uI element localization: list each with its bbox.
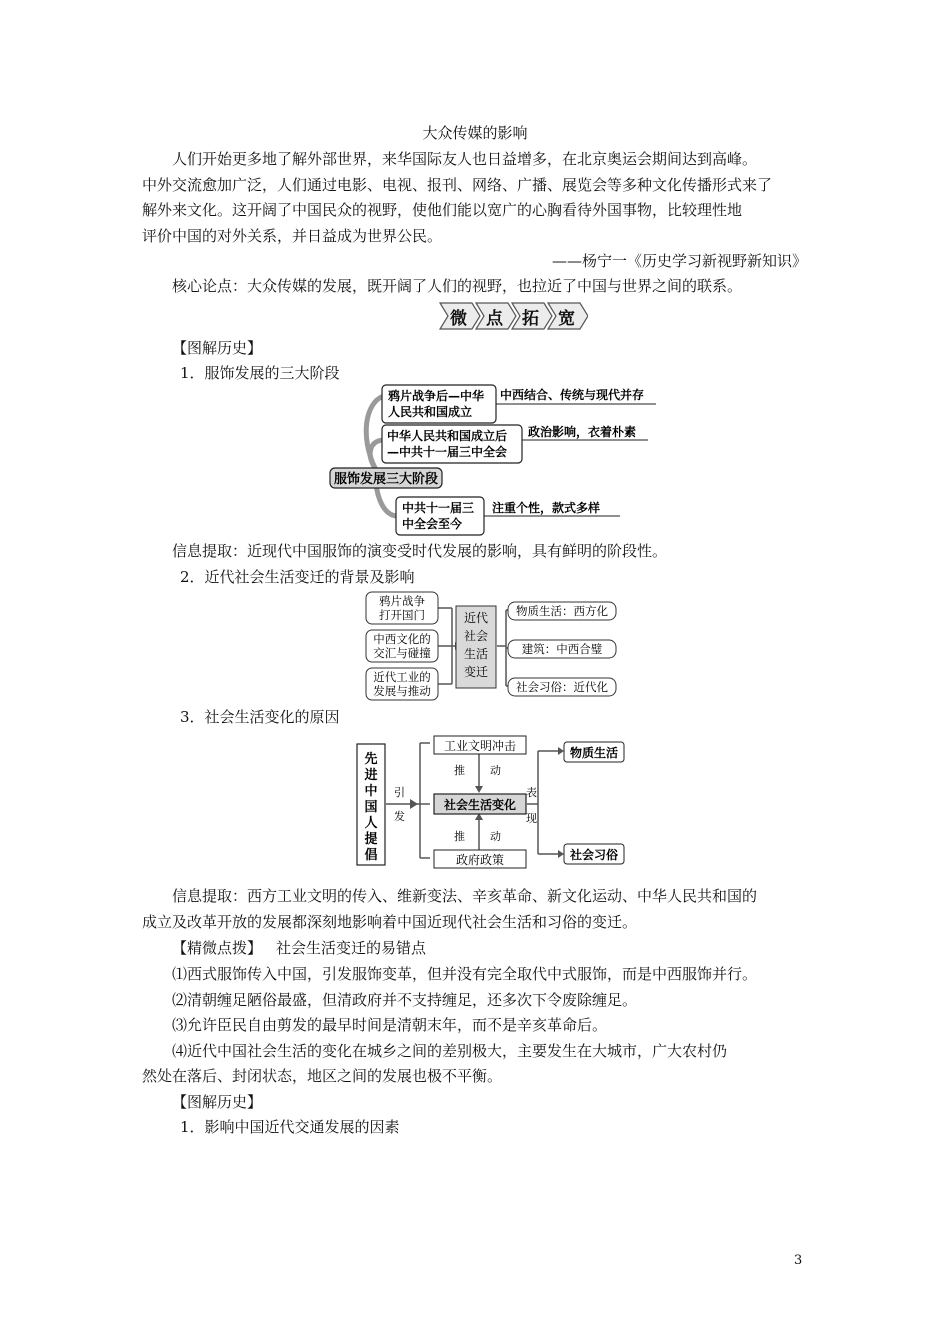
- tips-subject: 社会生活变迁的易错点: [276, 939, 427, 957]
- advocate-char: 提: [364, 832, 378, 847]
- factor-label: 工业文明冲击: [443, 739, 517, 753]
- manifest-label: 表: [526, 786, 537, 799]
- effect-label: 社会习俗：近代化: [516, 680, 608, 694]
- cause-line: 近代工业的: [373, 670, 431, 684]
- info-extract: 信息提取：西方工业文明的传入、维新变法、辛亥革命、新文化运动、中华人民共和国的: [172, 887, 758, 905]
- arrow-label: 发: [394, 810, 405, 823]
- arrow-label: 引: [394, 786, 405, 799]
- tip-item: 然处在落后、封闭状态，地区之间的发展也极不平衡。: [142, 1067, 503, 1085]
- clothing-mindmap: [320, 382, 670, 537]
- branch-line: 中华人民共和国成立后: [387, 429, 508, 443]
- advocate-char: 人: [364, 816, 378, 831]
- tip-item: ⑶允许臣民自由剪发的最早时间是清朝末年，而不是辛亥革命后。: [172, 1016, 608, 1034]
- banner-char: 微: [450, 309, 467, 329]
- center-char: 近代: [463, 611, 489, 625]
- section-heading: 【图解历史】: [172, 339, 263, 357]
- branch-line: 中共十一届三: [402, 501, 475, 515]
- branch-line: 人民共和国成立: [388, 405, 473, 419]
- branch-line: 中全会至今: [402, 517, 463, 531]
- passage-source: ——杨宁一《历史学习新视野新知识》: [551, 252, 807, 270]
- branch-note: 注重个性，款式多样: [492, 501, 601, 515]
- center-char: 社会: [463, 629, 489, 643]
- tip-item: ⑴西式服饰传入中国，引发服饰变革，但并没有完全取代中式服饰，而是中西服饰并行。: [172, 965, 758, 983]
- banner-char: 点: [486, 309, 503, 329]
- branch-line: —中共十一届三中全会: [387, 445, 508, 459]
- cause-line: 鸦片战争: [379, 594, 425, 608]
- result-label: 社会习俗: [569, 848, 619, 862]
- push-label: 动: [490, 830, 501, 843]
- info-extract: 信息提取：近现代中国服饰的演变受时代发展的影响，具有鲜明的阶段性。: [172, 542, 668, 560]
- center-label: 社会生活变化: [443, 798, 517, 812]
- page-number: 3: [794, 1253, 803, 1268]
- section-heading: 【图解历史】: [172, 1093, 263, 1111]
- advocate-char: 国: [364, 800, 378, 815]
- result-label: 物质生活: [569, 746, 619, 760]
- cause-line: 打开国门: [379, 608, 425, 622]
- effect-label: 建筑：中西合璧: [521, 642, 603, 656]
- passage-line: 评价中国的对外关系，并日益成为世界公民。: [142, 227, 443, 245]
- social-change-diagram: [360, 590, 630, 702]
- item-title: 1．影响中国近代交通发展的因素: [180, 1118, 400, 1136]
- item-title: 2．近代社会生活变迁的背景及影响: [180, 568, 415, 586]
- item-title: 3．社会生活变化的原因: [180, 708, 340, 726]
- branch-line: 鸦片战争后—中华: [388, 389, 485, 403]
- passage-line: 中外交流愈加广泛，人们通过电影、电视、报刊、网络、广播、展览会等多种文化传播形式来了: [142, 176, 773, 194]
- cause-line: 中西文化的: [373, 632, 431, 646]
- tip-item: ⑵清朝缠足陋俗最盛，但清政府并不支持缠足，还多次下令废除缠足。: [172, 991, 638, 1009]
- push-label: 动: [490, 764, 501, 777]
- tips-heading: 【精微点拨】: [172, 939, 263, 957]
- tip-item: ⑷近代中国社会生活的变化在城乡之间的差别极大，主要发生在大城市，广大农村仍: [172, 1042, 728, 1060]
- section-banner: [438, 300, 588, 332]
- mindmap-root: 服饰发展三大阶段: [333, 472, 439, 487]
- passage-line: 解外来文化。这开阔了中国民众的视野，使他们能以宽广的心胸看待外国事物，比较理性地: [142, 201, 743, 219]
- info-extract: 成立及改革开放的发展都深刻地影响着中国近现代社会生活和习俗的变迁。: [142, 913, 638, 931]
- advocate-char: 中: [364, 784, 378, 799]
- push-label: 推: [454, 764, 465, 777]
- center-char: 变迁: [463, 665, 489, 679]
- cause-line: 发展与推动: [373, 684, 431, 698]
- change-causes-diagram: [350, 732, 640, 874]
- advocate-char: 倡: [364, 848, 378, 863]
- banner-char: 宽: [558, 309, 575, 329]
- cause-line: 交汇与碰撞: [373, 646, 431, 660]
- effect-label: 物质生活：西方化: [516, 604, 608, 618]
- push-label: 推: [454, 830, 465, 843]
- branch-note: 政治影响，衣着朴素: [528, 425, 637, 439]
- banner-char: 拓: [522, 309, 539, 329]
- manifest-label: 现: [526, 812, 537, 825]
- branch-note: 中西结合、传统与现代并存: [500, 388, 645, 402]
- center-char: 生活: [463, 647, 489, 661]
- core-argument: 核心论点：大众传媒的发展，既开阔了人们的视野，也拉近了中国与世界之间的联系。: [172, 277, 743, 295]
- advocate-char: 先: [364, 752, 378, 767]
- passage-title: 大众传媒的影响: [422, 124, 528, 142]
- tips-heading-row: [172, 936, 426, 960]
- factor-label: 政府政策: [455, 853, 505, 867]
- passage-line: 人们开始更多地了解外部世界，来华国际友人也日益增多，在北京奥运会期间达到高峰。: [172, 150, 758, 168]
- item-title: 1．服饰发展的三大阶段: [180, 364, 340, 382]
- advocate-char: 进: [364, 768, 378, 783]
